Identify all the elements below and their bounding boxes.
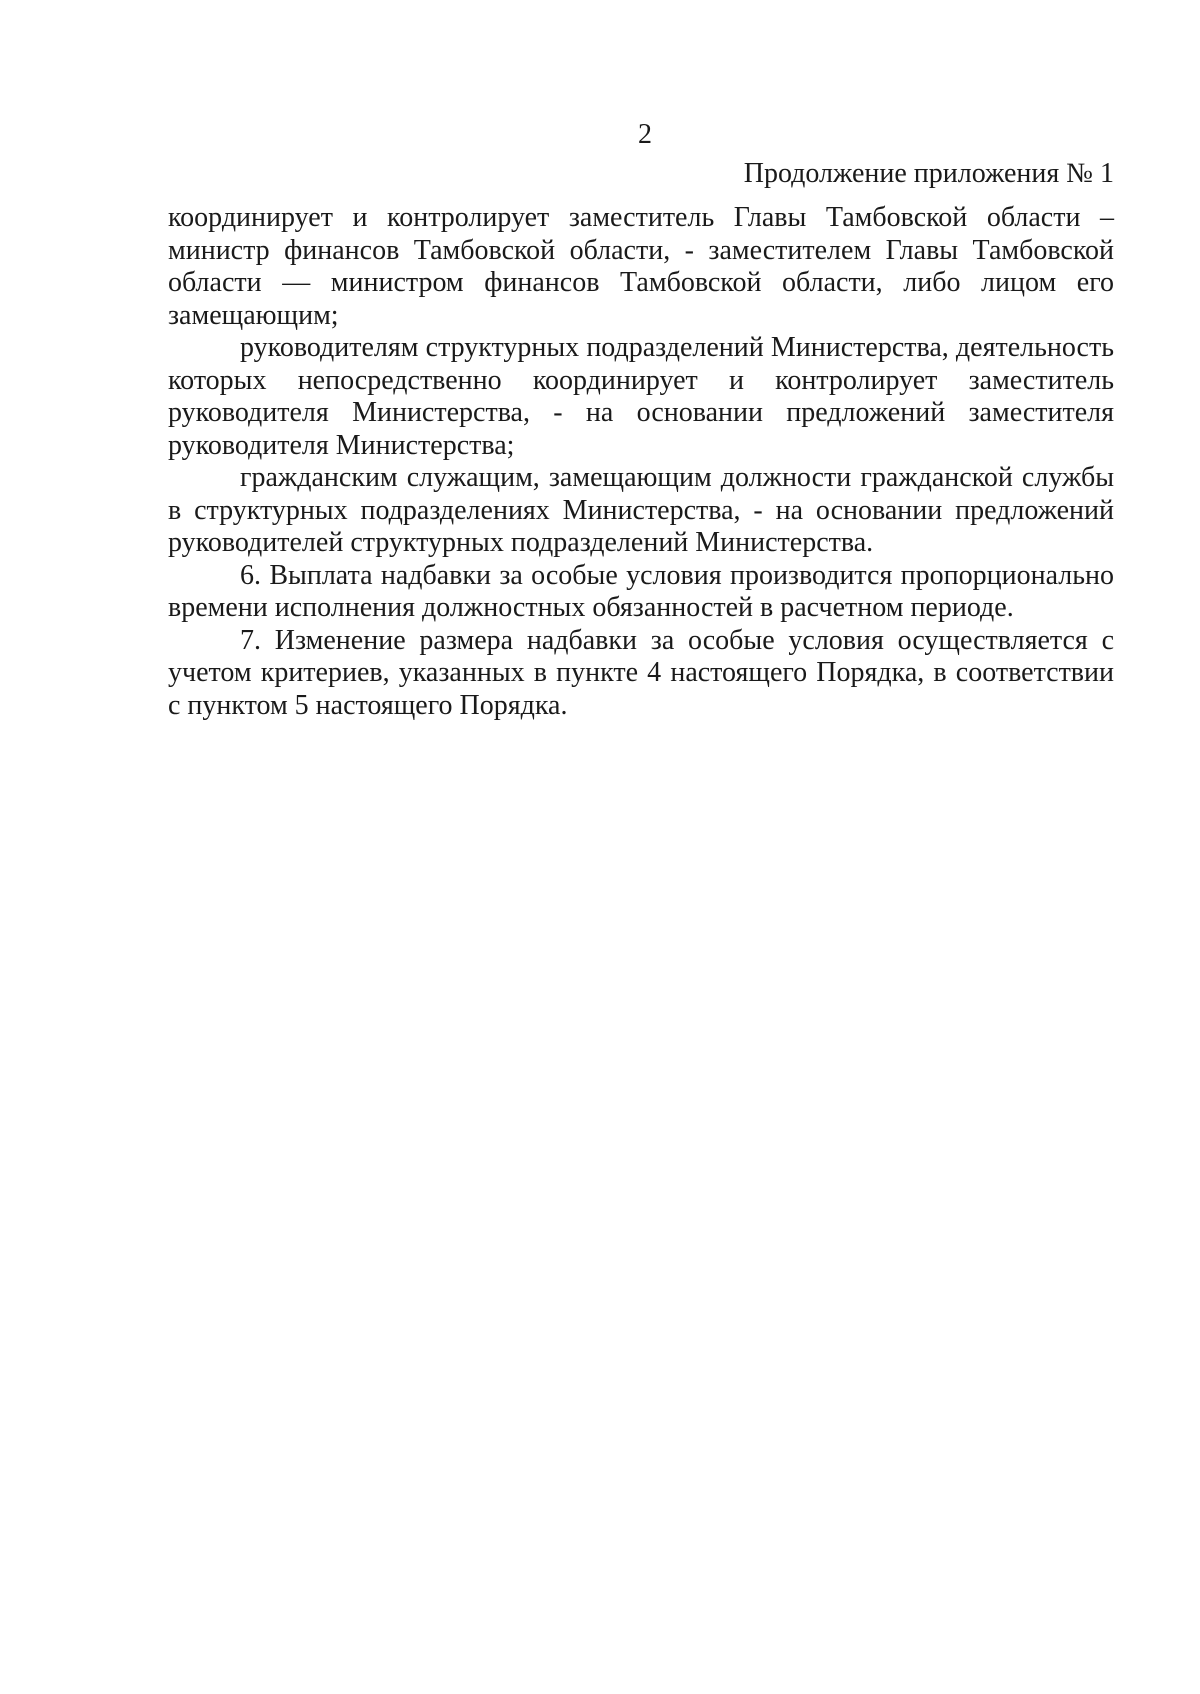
continuation-header: Продолжение приложения № 1	[743, 158, 1114, 189]
page-number: 2	[638, 119, 652, 150]
paragraph-3: гражданским служащим, замещающим должности гражданской службы в структурных подразделениях Министерства, - на основании предложений руководителей структурных подразделений Министерства.	[168, 462, 1114, 558]
body-text	[168, 202, 1114, 722]
paragraph-2: руководителям структурных подразделений Министерства, деятельность которых непосредственно координирует и контролирует заместитель руководителя Министерства, - на основании предложений заместителя руководителя Министерства;	[168, 332, 1114, 461]
paragraph-5: 7. Изменение размера надбавки за особые условия осуществляется с учетом критериев, указанных в пункте 4 настоящего Порядка, в соответствии с пунктом 5 настоящего Порядка.	[168, 624, 1114, 721]
paragraph-4: 6. Выплата надбавки за особые условия производится пропорционально времени исполнения должностных обязанностей в расчетном периоде.	[168, 559, 1114, 623]
paragraph-1: координирует и контролирует заместитель Главы Тамбовской области – министр финансов Тамбовской области, - заместителем Главы Тамбовской области — министром финансов Тамбовской области, либо лицом его замещающим;	[168, 202, 1114, 331]
